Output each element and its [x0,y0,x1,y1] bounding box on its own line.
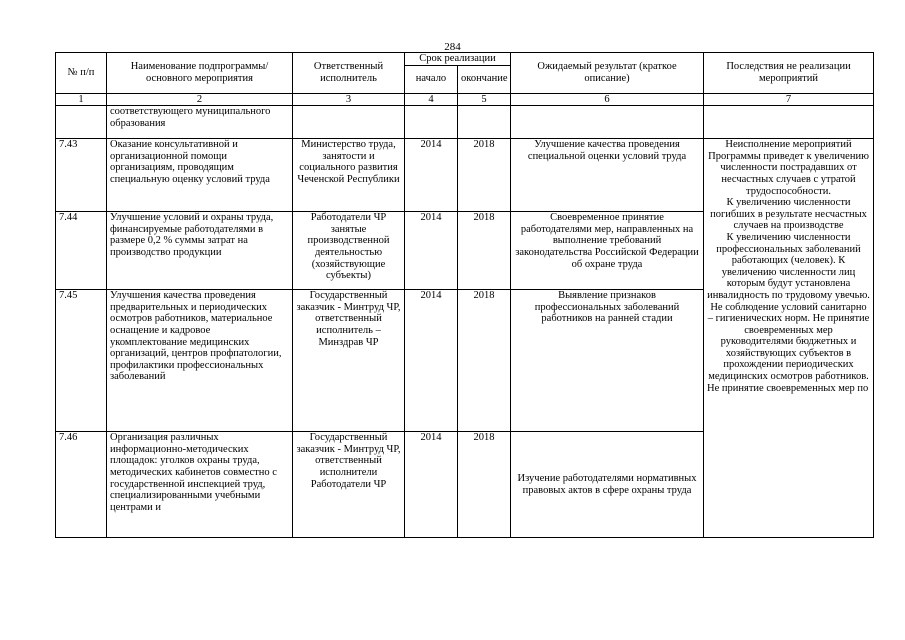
row-responsible: Министерство труда, занятости и социального развития Чеченской Республики [293,139,405,212]
consequences-paragraph: Неисполнение мероприятий Программы приведет к увеличению численности пострадавших от несчастных случаев с утратой трудоспособности. [708,139,869,197]
column-number: 5 [458,93,511,106]
consequences-paragraph: К увеличению численности погибших в результате несчастных случаев на производстве [710,197,867,232]
column-number: 7 [704,93,874,106]
row-result: Улучшение качества проведения специальной оценки условий труда [511,139,704,212]
row-start: 2014 [405,139,458,212]
row-end: 2018 [458,139,511,212]
row-result: Выявление признаков профессиональных заболеваний работников на ранней стадии [511,290,704,432]
column-number: 3 [293,93,405,106]
row-num: 7.43 [56,139,107,212]
consequences-paragraph: К увеличению численности профессиональных заболеваний работающих (человек). К увеличению численности лиц которым будут установлена инвалидность по трудовому увечью. Не соблюдение условий санитарно – гигиенических норм. Не принятие своевременных мер руководителями бюджетных и хозяйствующих субъектов в прохождении периодических медицинских осмотров работников. [707,231,870,383]
row-name: Улучшения качества проведения предварительных и периодических осмотров работников, материальное оснащение и кадровое укомплектование медицинских организаций, центров профпатологии, профилактики профессиональных заболеваний [107,290,293,432]
row-name: Организация различных информационно-методических площадок: уголков охраны труда, методических кабинетов совместно с государственной инспекцией труд, специализированными учебными центрами и [107,432,293,538]
header-num: № п/п [56,53,107,94]
header-consequences: Последствия не реализации мероприятий [704,53,874,94]
row-start: 2014 [405,212,458,290]
header-period: Срок реализации [405,53,511,66]
table-row [56,139,874,212]
row-start: 2014 [405,290,458,432]
row-num: 7.44 [56,212,107,290]
column-number: 2 [107,93,293,106]
column-numbers-row [56,93,874,106]
column-number: 6 [511,93,704,106]
row-responsible: Государственный заказчик - Минтруд ЧР, ответственный исполнитель – Минздрав ЧР [293,290,405,432]
header-result: Ожидаемый результат (краткое описание) [511,53,704,94]
row-end: 2018 [458,212,511,290]
row-num: 7.45 [56,290,107,432]
header-end: окончание [458,65,511,93]
program-measures-table [55,52,874,538]
row-responsible: Работодатели ЧР занятые производственной деятельностью (хозяйствующие субъекты) [293,212,405,290]
row-start: 2014 [405,432,458,538]
column-number: 4 [405,93,458,106]
continuation-text: соответствующего муниципального образования [107,106,293,139]
row-result: Изучение работодателями нормативных правовых актов в сфере охраны труда [511,432,704,538]
row-responsible: Государственный заказчик - Минтруд ЧР, ответственный исполнители Работодатели ЧР [293,432,405,538]
header-row [56,53,874,66]
row-num: 7.46 [56,432,107,538]
column-number: 1 [56,93,107,106]
row-name: Улучшение условий и охраны труда, финансируемые работодателями в размере 0,2 % суммы затрат на производство продукции [107,212,293,290]
row-name: Оказание консультативной и организационной помощи организациям, проводящим специальную оценку условий труда [107,139,293,212]
continuation-row [56,106,874,139]
header-name: Наименование подпрограммы/ основного мероприятия [107,53,293,94]
row-result: Своевременное принятие работодателями мер, направленных на выполнение требований законодательства Российской Федерации об охране труда [511,212,704,290]
consequences-paragraph: Не принятие своевременных мер по [707,382,869,394]
row-end: 2018 [458,432,511,538]
row-end: 2018 [458,290,511,432]
header-start: начало [405,65,458,93]
consequences-cell [704,139,874,538]
page-number: 284 [444,41,461,53]
header-responsible: Ответственный исполнитель [293,53,405,94]
